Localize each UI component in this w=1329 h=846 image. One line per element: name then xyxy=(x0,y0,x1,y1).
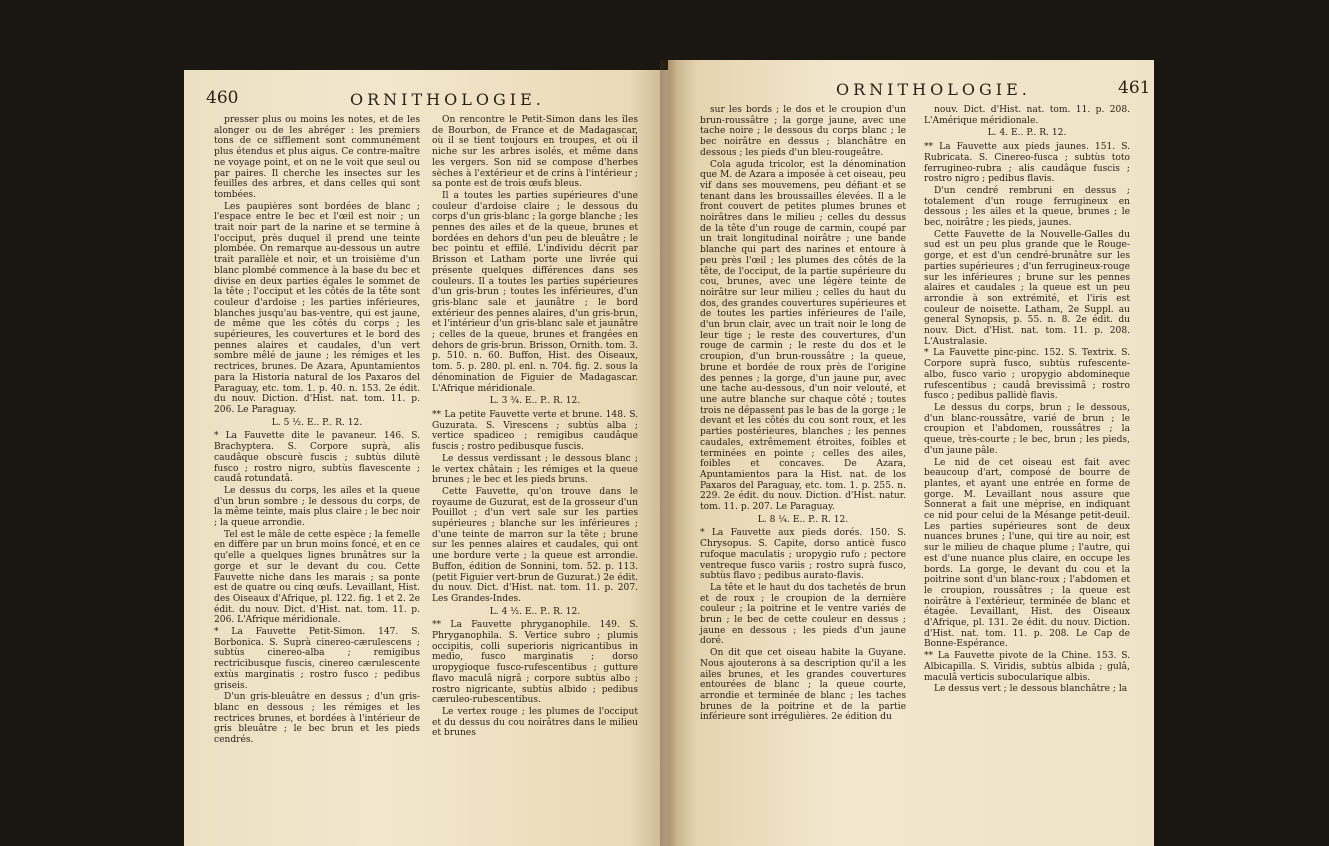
right-page xyxy=(668,60,1154,846)
paragraph: Le vertex rouge ; les plumes de l'occiput et du dessus du cou noirâtres dans le milieu et brunes xyxy=(432,706,638,739)
paragraph: presser plus ou moins les notes, et de les alonger ou de les abréger : les premiers tons de ce sifflement sont communément plus étendus et plus aigus. Ce contre-maître ne voyage point, et on ne le voit que seul ou par paires. Il cherche les insectes sur les feuilles des arbres, et dans celles qui sont tombées. xyxy=(214,115,420,200)
paragraph: Les paupières sont bordées de blanc ; l'espace entre le bec et l'œil est noir ; un trait noir part de la narine et se termine à l'occiput, près duquel il prend une teinte plombée. On remarque au-dessous un autre trait parallèle et noir, et un troisième d'un blanc plombé commence à la base du bec et divise en deux parties égales le sommet de la tête ; l'occiput et les côtés de la tête sont couleur d'ardoise ; les parties inférieures, blanches jusqu'au bas-ventre, qui est jaune, de même que les côtés du corps ; les supérieures, les couvertures et le bord des pennes alaires et caudales, d'un vert sombre mêlé de jaune ; les rémiges et les rectrices, brunes. De Azara, Apuntamientos para la Historia natural de los Paxaros del Paraguay, etc. tom. 1. p. 40. n. 153. 2e édit. du nouv. Diction. d'Hist. nat. tom. 11. p. 206. Le Paraguay. xyxy=(214,201,420,415)
left-running-head: ORNITHOLOGIE. xyxy=(350,90,545,109)
paragraph: L. 4. E.. P.. R. 12. xyxy=(987,128,1067,139)
paragraph: L. 5 ½. E.. P.. R. 12. xyxy=(271,417,363,428)
left-column-2 xyxy=(432,115,638,740)
left-page xyxy=(184,70,668,846)
paragraph: Tel est le mâle de cette espèce ; la femelle en diffère par un brun moins foncé, et en ce qu'elle a quelques lignes brunâtres sur la gorge et sur le devant du cou. Cette Fauvette niche dans les marais ; sa ponte est de quatre ou cinq œufs. Levaillant, Hist. des Oiseaux d'Afrique, pl. 122. fig. 1 et 2. 2e édit. du nouv. Dict. d'Hist. nat. tom. 11. p. 206. L'Afrique méridionale. xyxy=(214,529,420,626)
paragraph: sur les bords ; le dos et le croupion d'un brun-roussâtre ; la gorge jaune, avec une tache noire ; le dessous du corps blanc ; le bec noirâtre en dessus ; blanchâtre en dessous ; les pieds d'un bleu-rougeâtre. xyxy=(700,105,906,158)
paragraph: La tête et le haut du dos tachetés de brun et de roux ; le croupion de la dernière couleur ; la poitrine et le ventre variés de brun ; le bec de cette couleur en dessus ; jaune en dessous ; les pieds d'un jaune doré. xyxy=(700,582,906,647)
paragraph: * La Fauvette dite le pavaneur. 146. S. Brachyptera. S. Corpore suprà, alis caudâque obscurè fuscis ; subtùs dilutè fusco ; rostro nigro, subtùs flavescente ; caudâ rotundatâ. xyxy=(214,431,420,485)
paragraph: Cette Fauvette de la Nouvelle-Galles du sud est un peu plus grande que le Rouge-gorge, et est d'un cendré-brunâtre sur les parties supérieures ; d'un ferrugineux-rouge sur les inférieures ; brune sur les pennes alaires et caudales ; la queue est un peu arrondie à son extrémité, et l'iris est couleur de noisette. Latham, 2e Suppl. au general Synopsis, p. 55. n. 8. 2e édit. du nouv. Dict. d'Hist. nat. tom. 11. p. 208. L'Australasie. xyxy=(924,229,1130,347)
right-page-number: 461 xyxy=(1118,78,1151,98)
paragraph: ** La petite Fauvette verte et brune. 148. S. Guzurata. S. Virescens ; subtùs alba ; vertice spadiceo ; remigibus caudâque fuscis ; rostro pedibusque fuscis. xyxy=(432,409,638,453)
paragraph: D'un cendré rembruni en dessus ; totalement d'un rouge ferrugineux en dessous ; les ailes et la queue, brunes ; le bec, noirâtre ; les pieds, jaunes. xyxy=(924,185,1130,229)
right-header xyxy=(668,78,1154,102)
left-column-1 xyxy=(214,115,420,747)
left-header xyxy=(184,88,668,112)
paragraph: ** La Fauvette aux pieds jaunes. 151. S. Rubricata. S. Cinereo-fusca ; subtùs toto ferrugineo-rubra ; alis caudâque fuscis ; rostro nigro ; pedibus flavis. xyxy=(924,142,1130,185)
paragraph: nouv. Dict. d'Hist. nat. tom. 11. p. 208. L'Amérique méridionale. xyxy=(924,105,1130,126)
right-column-1 xyxy=(700,105,906,724)
paragraph: * La Fauvette Petit-Simon. 147. S. Borbonica. S. Suprà cinereo-cærulescens ; subtùs cinereo-alba ; remigibus rectricibusque fuscis, cinereo cærulescente extùs marginatis ; rostro fusco ; pedibus griseis. xyxy=(214,627,420,691)
book-gutter xyxy=(660,60,678,846)
paragraph: Il a toutes les parties supérieures d'une couleur d'ardoise claire ; le dessous du corps d'un gris-blanc ; la gorge blanche ; les pennes des ailes et de la queue, brunes et bordées en dehors d'un peu de bleuâtre ; le bec pointu et effilé. L'individu décrit par Brisson et Latham porte une livrée qui présente quelques différences dans ses couleurs. Il a toutes les parties supérieures d'un gris-brun ; toutes les inférieures, d'un gris-blanc sale et jaunâtre ; le bord extérieur des pennes alaires, d'un gris-brun, et l'intérieur d'un gris-blanc sale et jaunâtre ; celles de la queue, brunes et frangées en dehors de gris-brun. Brisson, Ornith. tom. 3. p. 510. n. 60. Buffon, Hist. des Oiseaux, tom. 5. p. 280. pl. enl. n. 704. fig. 2. sous la dénomination de Figuier de Madagascar. L'Afrique méridionale. xyxy=(432,190,638,394)
paragraph: Le dessus verdissant ; le dessous blanc ; le vertex châtain ; les rémiges et la queue brunes ; le bec et les pieds bruns. xyxy=(432,453,638,486)
paragraph: ** La Fauvette pivote de la Chine. 153. S. Albicapilla. S. Viridis, subtùs albida ; gulâ, maculâ verticis subocularique albis. xyxy=(924,651,1130,683)
paragraph: Le dessus vert ; le dessous blanchâtre ; la xyxy=(934,684,1128,695)
right-running-head: ORNITHOLOGIE. xyxy=(836,80,1031,99)
paragraph: L. 8 ¼. E.. P.. R. 12. xyxy=(757,514,849,525)
paragraph: On rencontre le Petit-Simon dans les îles de Bourbon, de France et de Madagascar, où il se tient toujours en troupes, et où il niche sur les arbres isolés, et même dans les vergers. Son nid se compose d'herbes sèches à l'extérieur et de crins à l'intérieur ; sa ponte est de trois œufs bleus. xyxy=(432,115,638,190)
paragraph: * La Fauvette aux pieds dorés. 150. S. Chrysopus. S. Capite, dorso anticè fusco rufoque maculatis ; uropygio rufo ; pectore ventreque fusco variis ; rostro suprà fusco, subtùs flavo ; pedibus aurato-flavis. xyxy=(700,528,906,582)
paragraph: Cola aguda tricolor, est la dénomination que M. de Azara a imposée à cet oiseau, peu vif dans ses mouvemens, peu défiant et se tenant dans les broussailles élevées. Il a le front couvert de petites plumes brunes et noirâtres dans le milieu ; celles du dessus de la tête d'un rouge de carmin, coupé par un trait longitudinal noirâtre ; une bande blanche qui part des narines et entoure à peu près l'œil ; les plumes des côtés de la tête, de l'occiput, de la partie supérieure du cou, brunes, avec une légère teinte de noirâtre sur leur milieu ; celles du haut du dos, des grandes couvertures supérieures et de toutes les parties inférieures de l'aile, d'un brun clair, avec un trait noir le long de leur tige ; le reste des couvertures, d'un rouge de carmin ; le reste du dos et le croupion, d'un brun-roussâtre ; la queue, brune et bordée de roux près de l'origine des pennes ; la gorge, d'un jaune pur, avec une tache au-dessous, d'un noir velouté, et une autre blanche sur chaque côté ; toutes trois ne dépassent pas le bas de la gorge ; le devant et les côtés du cou sont roux, et les parties postérieures, blanches ; les pennes caudales, extrêmement étroites, foibles et terminées en pointe ; celles des ailes, foibles et concaves. De Azara, Apuntamientos para la Hist. nat. de los Paxaros del Paraguay, etc. tom. 1. p. 255. n. 229. 2e édit. du nouv. Diction. d'Hist. natur. tom. 11. p. 207. Le Paraguay. xyxy=(700,159,906,513)
paragraph: Le dessus du corps, les ailes et la queue d'un brun sombre ; le dessous du corps, de la même teinte, mais plus claire ; le bec noir ; la queue arrondie. xyxy=(214,485,420,529)
paragraph: * La Fauvette pinc-pinc. 152. S. Textrix. S. Corpore suprà fusco, subtùs rufescente-albo, fusco vario ; uropygio abdomineque rufescentibus ; caudâ brevissimâ ; rostro fusco ; pedibus pallidè flavis. xyxy=(924,348,1130,402)
paragraph: L. 3 ¾. E.. P.. R. 12. xyxy=(489,396,581,407)
right-column-2 xyxy=(924,105,1130,696)
paragraph: On dit que cet oiseau habite la Guyane. Nous ajouterons à sa description qu'il a les ailes brunes, et les grandes couvertures entourées de blanc ; la queue courte, arrondie et terminée de blanc ; les taches brunes de la poitrine et de la partie inférieure sont irrégulières. 2e édition du xyxy=(700,648,906,723)
paragraph: L. 4 ½. E.. P.. R. 12. xyxy=(489,606,581,617)
paragraph: ** La Fauvette phryganophile. 149. S. Phryganophila. S. Vertice subro ; plumis occipitis, colli superioris nigricantibus in medio, fusco marginatis ; dorso uropygioque fusco-rufescentibus ; gutture flavo maculâ nigrâ ; corpore subtùs albo ; rostro nigricante, subtùs albido ; pedibus cæruleo-rubescentibus. xyxy=(432,620,638,706)
left-page-number: 460 xyxy=(206,88,239,108)
paragraph: Le dessus du corps, brun ; le dessous, d'un blanc-roussâtre, varié de brun ; le croupion et l'abdomen, roussâtres ; la queue, très-courte ; le bec, brun ; les pieds, d'un jaune pâle. xyxy=(924,402,1130,456)
paragraph: Le nid de cet oiseau est fait avec beaucoup d'art, composé de bourre de plantes, et ayant une entrée en forme de gorge. M. Levaillant nous assure que Sonnerat a fait une méprise, en indiquant ce nid pour celui de la Mésange petit-deuil. Les parties supérieures sont de deux nuances brunes ; l'une, qui tire au noir, est sur le milieu de chaque plume ; l'autre, qui est d'une nuance plus claire, en occupe les bords. La gorge, le devant du cou et la poitrine sont d'un blanc-roux ; l'abdomen et le croupion, roussâtres ; la queue est noirâtre à l'extérieur, terminée de blanc et étagée. Levaillant, Hist. des Oiseaux d'Afrique, pl. 131. 2e édit. du nouv. Diction. d'Hist. nat. tom. 11. p. 208. Le Cap de Bonne-Espérance. xyxy=(924,457,1130,650)
paragraph: D'un gris-bleuâtre en dessus ; d'un gris-blanc en dessous ; les rémiges et les rectrices brunes, et bordées à l'intérieur de gris bleuâtre ; le bec brun et les pieds cendrés. xyxy=(214,692,420,746)
paragraph: Cette Fauvette, qu'on trouve dans le royaume de Guzurat, est de la grosseur d'un Pouillot ; d'un vert sale sur les parties supérieures ; blanche sur les inférieures ; d'une teinte de marron sur la tête ; brune sur les pennes alaires et caudales, qui ont une bordure verte ; la queue est arrondie. Buffon, édition de Sonnini, tom. 52. p. 113. (petit Figuier vert-brun de Guzurat.) 2e édit. du nouv. Dict. d'Hist. nat. tom. 11. p. 207. Les Grandes-Indes. xyxy=(432,486,638,604)
